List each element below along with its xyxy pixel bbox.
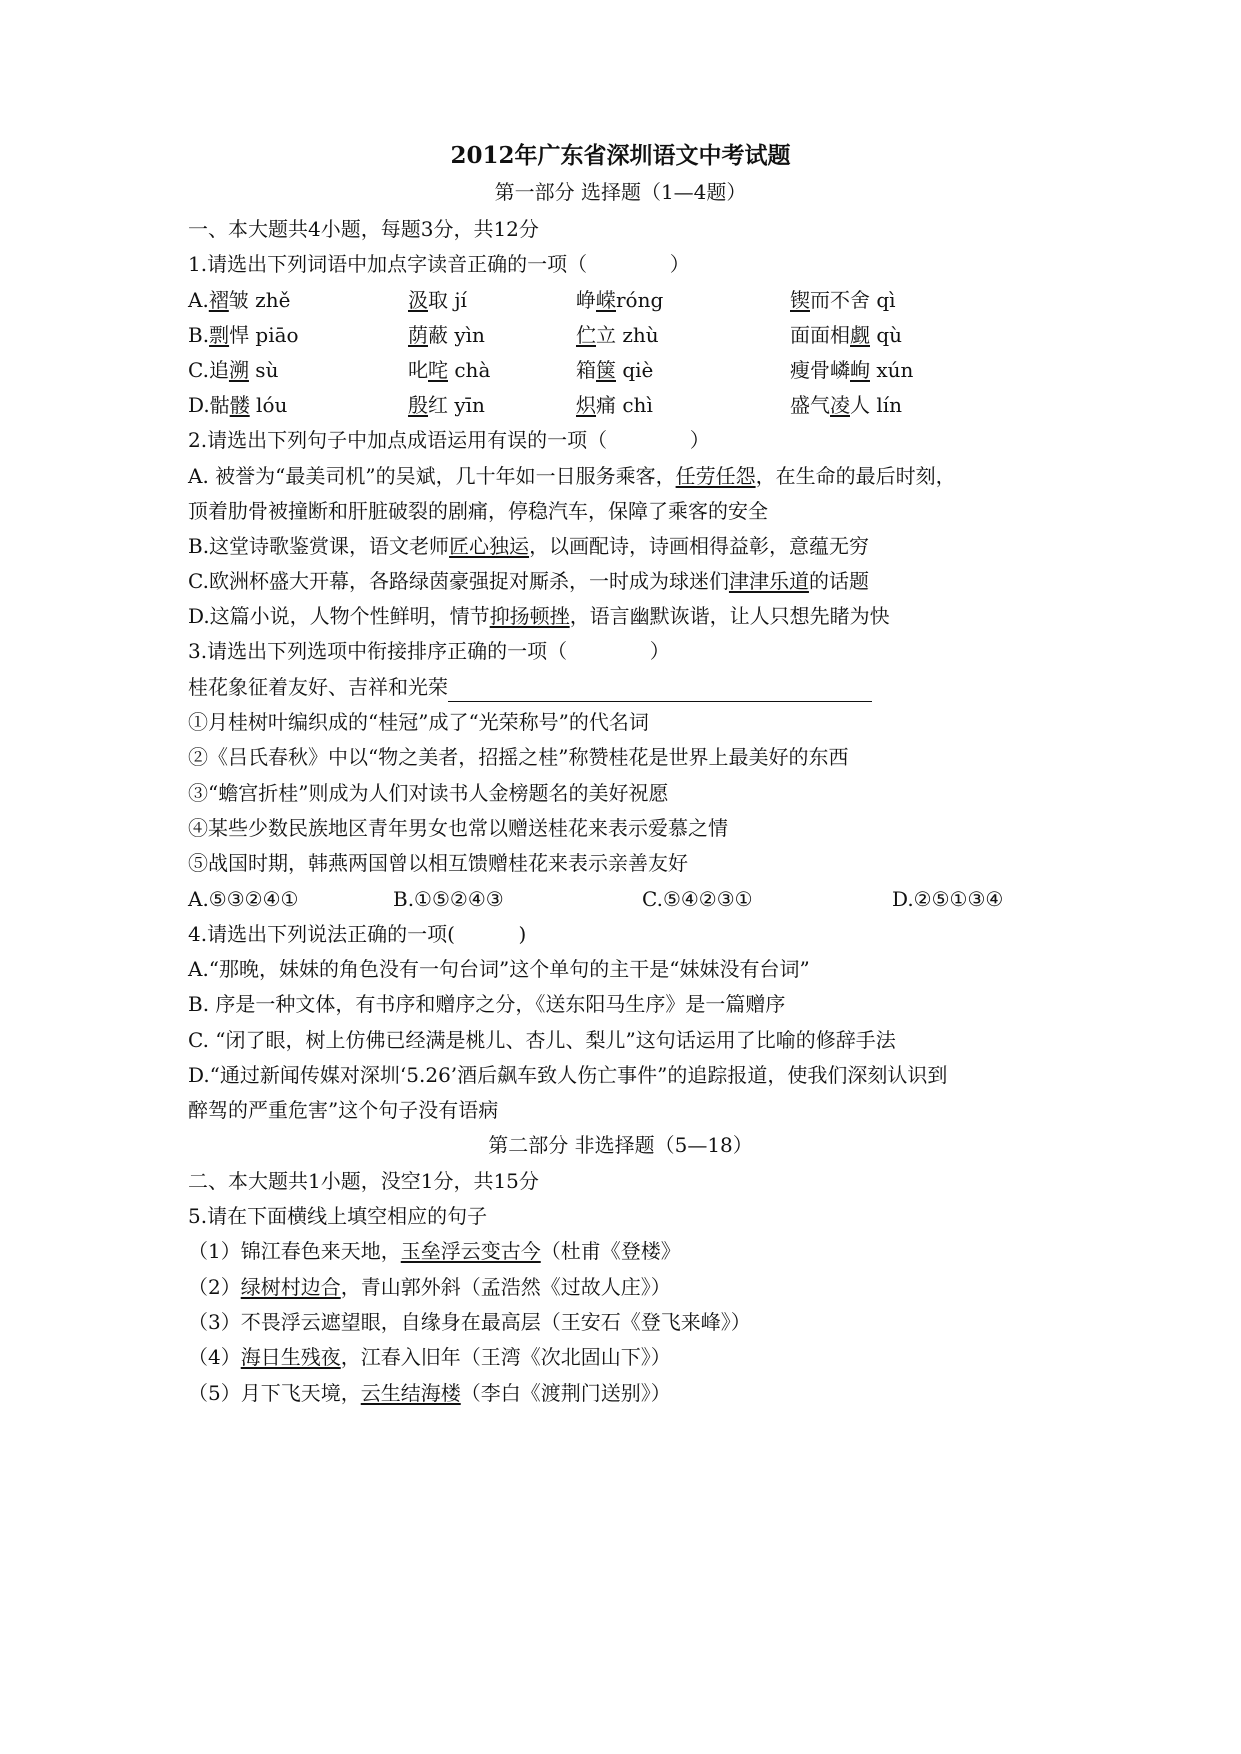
q2-option-d <box>188 601 890 631</box>
q4-option-a: A.“那晚，妹妹的角色没有一句台词”这个单句的主干是“妹妹没有台词” <box>188 957 810 981</box>
q2-option-c <box>188 566 869 596</box>
section1-heading: 一、本大题共4小题，每题3分，共12分 <box>188 217 539 241</box>
q1-cell-dotted-char: 咤 <box>428 358 448 382</box>
part2-heading: 第二部分 非选择题（5—18） <box>488 1133 753 1157</box>
q1-cell-pre: 叱 <box>408 358 428 382</box>
q1-cell-dotted-char: 嵘 <box>596 288 616 312</box>
q3-option-c: C.⑤④②③① <box>642 887 753 911</box>
q2-b-post: ，以画配诗，诗画相得益彰，意蕴无穷 <box>529 534 870 558</box>
q1-cell-post: sù <box>248 358 279 382</box>
q2-c-idiom: 津津乐道 <box>728 569 809 593</box>
q1-option-cell <box>408 355 490 385</box>
q2-stem: 2.请选出下列句子中加点成语运用有误的一项（ ） <box>188 428 710 452</box>
q1-cell-dotted-char: 伫 <box>576 323 596 347</box>
q1-cell-post: lóu <box>249 393 288 417</box>
q1-option-cell <box>576 285 663 315</box>
q5-line-post: （杜甫《登楼》 <box>540 1239 681 1263</box>
q5-line <box>188 1342 671 1372</box>
q3-item-1: ①月桂树叶编织成的“桂冠”成了“光荣称号”的代名词 <box>188 710 649 734</box>
q5-line-answer: 云生结海楼 <box>360 1381 461 1405</box>
q1-option-cell <box>790 320 902 350</box>
q1-cell-post: 红 yīn <box>428 393 485 417</box>
page-title: 2012年广东省深圳语文中考试题 <box>450 142 791 169</box>
q3-answer-blank <box>448 679 872 702</box>
q3-option-b: B.①⑤②④③ <box>393 887 504 911</box>
q1-option-cell <box>790 390 902 420</box>
q4-stem: 4.请选出下列说法正确的一项( ) <box>188 922 527 946</box>
q2-d-post: ，语言幽默诙谐，让人只想先睹为快 <box>569 604 890 628</box>
q1-cell-post: róng <box>616 288 664 312</box>
q1-cell-post: 立 zhù <box>596 323 659 347</box>
q4-option-d-cont: 醉驾的严重危害”这个句子没有语病 <box>188 1098 499 1122</box>
q1-cell-dotted-char: 髅 <box>229 393 250 417</box>
q5-stem: 5.请在下面横线上填空相应的句子 <box>188 1204 488 1228</box>
q5-line-pre: （1）锦江春色来天地， <box>188 1239 401 1263</box>
q1-cell-pre: 箱 <box>576 358 596 382</box>
q2-a1-post: ，在生命的最后时刻， <box>755 464 956 488</box>
q5-line <box>188 1272 671 1302</box>
q5-line <box>188 1378 671 1408</box>
q1-cell-pre: 峥 <box>576 288 596 312</box>
q2-option-a-cont: 顶着肋骨被撞断和肝脏破裂的剧痛，停稳汽车，保障了乘客的安全 <box>188 499 768 523</box>
q1-option-cell <box>576 390 653 420</box>
q2-a1-pre: A. 被誉为“最美司机”的吴斌，几十年如一日服务乘客， <box>188 464 676 488</box>
q5-line-answer: 海日生残夜 <box>240 1345 341 1369</box>
q1-cell-post: 而不舍 qì <box>810 288 896 312</box>
q1-cell-post: 蔽 yìn <box>428 323 485 347</box>
q1-cell-dotted-char: 凌 <box>830 393 850 417</box>
q1-option-cell <box>188 320 299 350</box>
q5-line-pre: （3）不畏浮云遮望眼，自缘身在最高层（王安石《登飞来峰》） <box>188 1310 751 1334</box>
q3-lead <box>188 672 872 702</box>
q2-b-idiom: 匠心独运 <box>449 534 530 558</box>
q5-line <box>188 1236 681 1266</box>
q1-cell-pre: 盛气 <box>790 393 830 417</box>
q4-option-c: C. “闭了眼，树上仿佛已经满是桃儿、杏儿、梨儿”这句话运用了比喻的修辞手法 <box>188 1028 896 1052</box>
q2-c-pre: C.欧洲杯盛大开幕，各路绿茵豪强捉对厮杀，一时成为球迷们 <box>188 569 729 593</box>
q1-cell-dotted-char: 荫 <box>408 323 428 347</box>
q1-option-cell <box>408 285 467 315</box>
q1-cell-pre: B. <box>188 323 210 347</box>
q1-cell-dotted-char: 锲 <box>790 288 810 312</box>
q1-cell-post: xún <box>870 358 914 382</box>
q1-cell-post: 悍 piāo <box>229 323 299 347</box>
q1-cell-post: chà <box>448 358 491 382</box>
part1-heading: 第一部分 选择题（1—4题） <box>494 180 747 204</box>
q1-cell-pre: 瘦骨嶙 <box>790 358 850 382</box>
q2-option-a <box>188 461 956 491</box>
q1-cell-pre: C.追 <box>188 358 229 382</box>
q1-option-cell <box>188 390 287 420</box>
q5-line-answer: 绿树村边合 <box>240 1275 341 1299</box>
q3-item-2: ②《吕氏春秋》中以“物之美者，招摇之桂”称赞桂花是世界上最美好的东西 <box>188 745 849 769</box>
q2-a1-idiom: 任劳任怨 <box>675 464 756 488</box>
q4-option-b: B. 序是一种文体，有书序和赠序之分，《送东阳马生序》是一篇赠序 <box>188 992 786 1016</box>
q1-cell-post: 人 lín <box>850 393 903 417</box>
q1-option-cell <box>576 355 653 385</box>
q5-line-pre: （5）月下飞天境， <box>188 1381 361 1405</box>
q1-option-cell <box>790 355 913 385</box>
q1-option-cell <box>790 285 896 315</box>
q1-cell-dotted-char: 溯 <box>228 358 249 382</box>
q1-cell-dotted-char: 剽 <box>209 323 230 347</box>
q5-line <box>188 1307 751 1337</box>
q1-cell-dotted-char: 峋 <box>850 358 870 382</box>
q1-option-cell <box>408 390 485 420</box>
q1-cell-dotted-char: 汲 <box>408 288 428 312</box>
q1-option-cell <box>188 285 290 315</box>
q3-option-d: D.②⑤①③④ <box>892 887 1004 911</box>
q1-option-cell <box>576 320 659 350</box>
q1-cell-dotted-char: 殷 <box>408 393 428 417</box>
q1-cell-post: 痛 chì <box>596 393 653 417</box>
q2-d-pre: D.这篇小说，人物个性鲜明，情节 <box>188 604 490 628</box>
q3-item-3: ③“蟾宫折桂”则成为人们对读书人金榜题名的美好祝愿 <box>188 781 669 805</box>
q1-option-cell <box>408 320 485 350</box>
section2-heading: 二、本大题共1小题，没空1分，共15分 <box>188 1169 539 1193</box>
q3-stem: 3.请选出下列选项中衔接排序正确的一项（ ） <box>188 639 670 663</box>
q2-option-b <box>188 531 869 561</box>
q1-cell-pre: A. <box>188 288 209 312</box>
q1-cell-post: 皱 zhě <box>228 288 291 312</box>
q3-lead-text: 桂花象征着友好、吉祥和光荣 <box>188 675 448 699</box>
q1-cell-post: 取 jí <box>428 288 467 312</box>
q4-option-d: D.“通过新闻传媒对深圳‘5.26’酒后飙车致人伤亡事件”的追踪报道，使我们深刻认识到 <box>188 1063 948 1087</box>
q3-item-4: ④某些少数民族地区青年男女也常以赠送桂花来表示爱慕之情 <box>188 816 728 840</box>
q5-line-post: ，江春入旧年（王湾《次北固山下》） <box>340 1345 671 1369</box>
q1-option-cell <box>188 355 278 385</box>
q5-line-post: ，青山郭外斜（孟浩然《过故人庄》） <box>340 1275 671 1299</box>
q1-stem: 1.请选出下列词语中加点字读音正确的一项（ ） <box>188 252 690 276</box>
q3-option-a: A.⑤③②④① <box>188 887 299 911</box>
q5-line-post: （李白《渡荆门送别》） <box>460 1381 671 1405</box>
q1-cell-post: qiè <box>616 358 654 382</box>
q5-line-pre: （2） <box>188 1275 241 1299</box>
q2-d-idiom: 抑扬顿挫 <box>489 604 570 628</box>
q2-c-post: 的话题 <box>808 569 869 593</box>
q1-cell-pre: D.骷 <box>188 393 230 417</box>
q1-cell-dotted-char: 觑 <box>850 323 870 347</box>
q2-b-pre: B.这堂诗歌鉴赏课，语文老师 <box>188 534 450 558</box>
q3-item-5: ⑤战国时期，韩燕两国曾以相互馈赠桂花来表示亲善友好 <box>188 851 688 875</box>
q1-cell-dotted-char: 箧 <box>596 358 616 382</box>
q1-cell-post: qù <box>870 323 903 347</box>
q1-cell-dotted-char: 炽 <box>576 393 596 417</box>
q5-line-answer: 玉垒浮云变古今 <box>400 1239 541 1263</box>
q1-cell-pre: 面面相 <box>790 323 850 347</box>
q5-line-pre: （4） <box>188 1345 241 1369</box>
q1-cell-dotted-char: 褶 <box>208 288 229 312</box>
